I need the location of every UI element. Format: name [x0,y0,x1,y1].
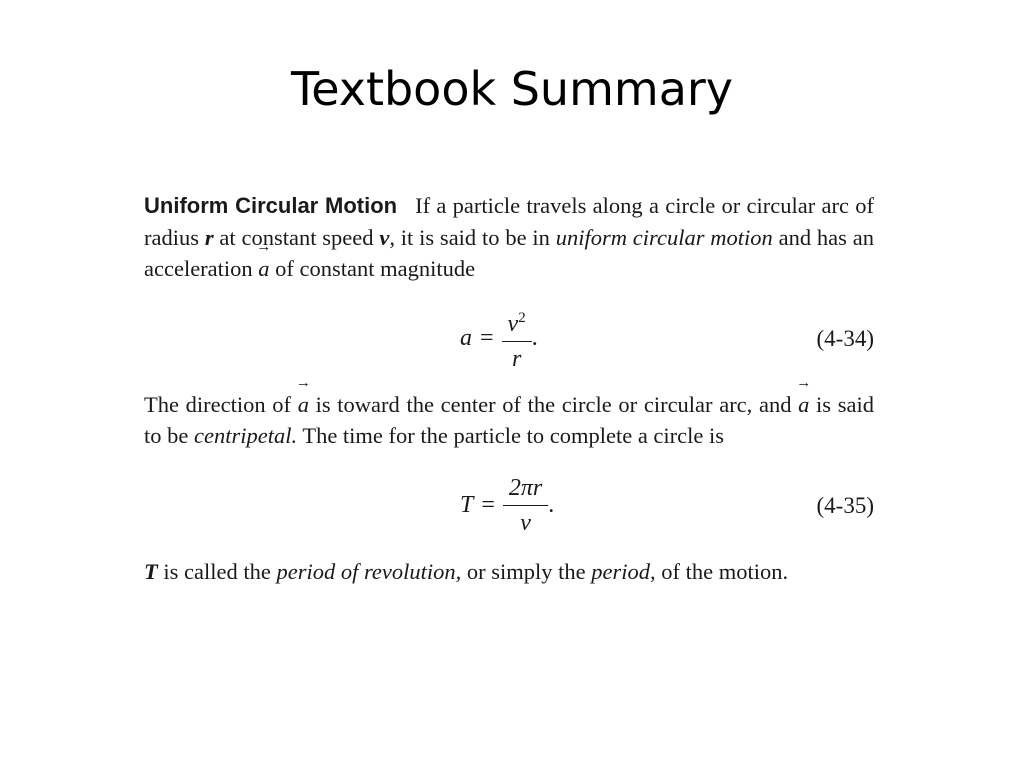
numerator-exponent: 2 [518,310,526,326]
text-run: or simply the [461,558,592,584]
equation-4-35 [144,462,874,550]
equation-body [460,295,538,383]
equation-4-34 [144,295,874,383]
fraction-numerator: 2πr [503,473,548,506]
equation-lhs: T [460,491,474,518]
text-run: of the motion. [655,558,789,584]
equals-sign: = [480,324,494,351]
slide-title: Textbook Summary [290,62,734,116]
fraction [503,473,548,538]
vector-a: → a [298,389,309,421]
numerator-base: v [507,311,519,337]
fraction-denominator: r [511,346,522,372]
variable-r: r [204,224,214,250]
text-run: is called the [157,558,277,584]
variable-v: v [379,224,390,250]
text-run: If a particle travels along a circle or circular arc of radius [144,193,874,250]
text-run: The time for the particle to complete a circle is [297,423,725,448]
term-uniform-circular-motion: uniform circular motion [555,224,773,250]
vector-a: → a [798,389,809,421]
equals-sign: = [481,491,495,518]
text-run: at constant speed [213,224,380,250]
text-run: of constant magnitude [269,256,476,281]
equation-period: . [548,491,555,518]
fraction [502,303,532,374]
fraction-numerator [502,303,532,342]
text-run: is toward the center of the circle or circular arc, and [308,391,799,417]
paragraph-uniform-circular-motion [144,190,874,285]
equation-period: . [531,324,538,351]
text-run: , it is said to be in [389,224,556,250]
textbook-excerpt [144,190,874,587]
vector-a: → a [258,253,269,285]
fraction-denominator: v [520,510,531,536]
variable-T: T [144,558,158,584]
section-heading: Uniform Circular Motion [144,193,398,218]
text-run: and has an acceleration [144,224,874,281]
equation-number: (4-34) [816,325,874,351]
paragraph-direction [144,389,874,452]
text-run: is said to be [144,391,874,448]
term-period-of-revolution: period of revolution, [276,558,462,584]
text-run: The direction of [144,391,298,417]
equation-lhs: a [460,324,472,351]
term-period: period, [591,558,656,584]
paragraph-period [144,556,874,588]
equation-number: (4-35) [816,492,874,518]
term-centripetal: centripetal. [194,423,298,448]
equation-body [460,462,554,550]
